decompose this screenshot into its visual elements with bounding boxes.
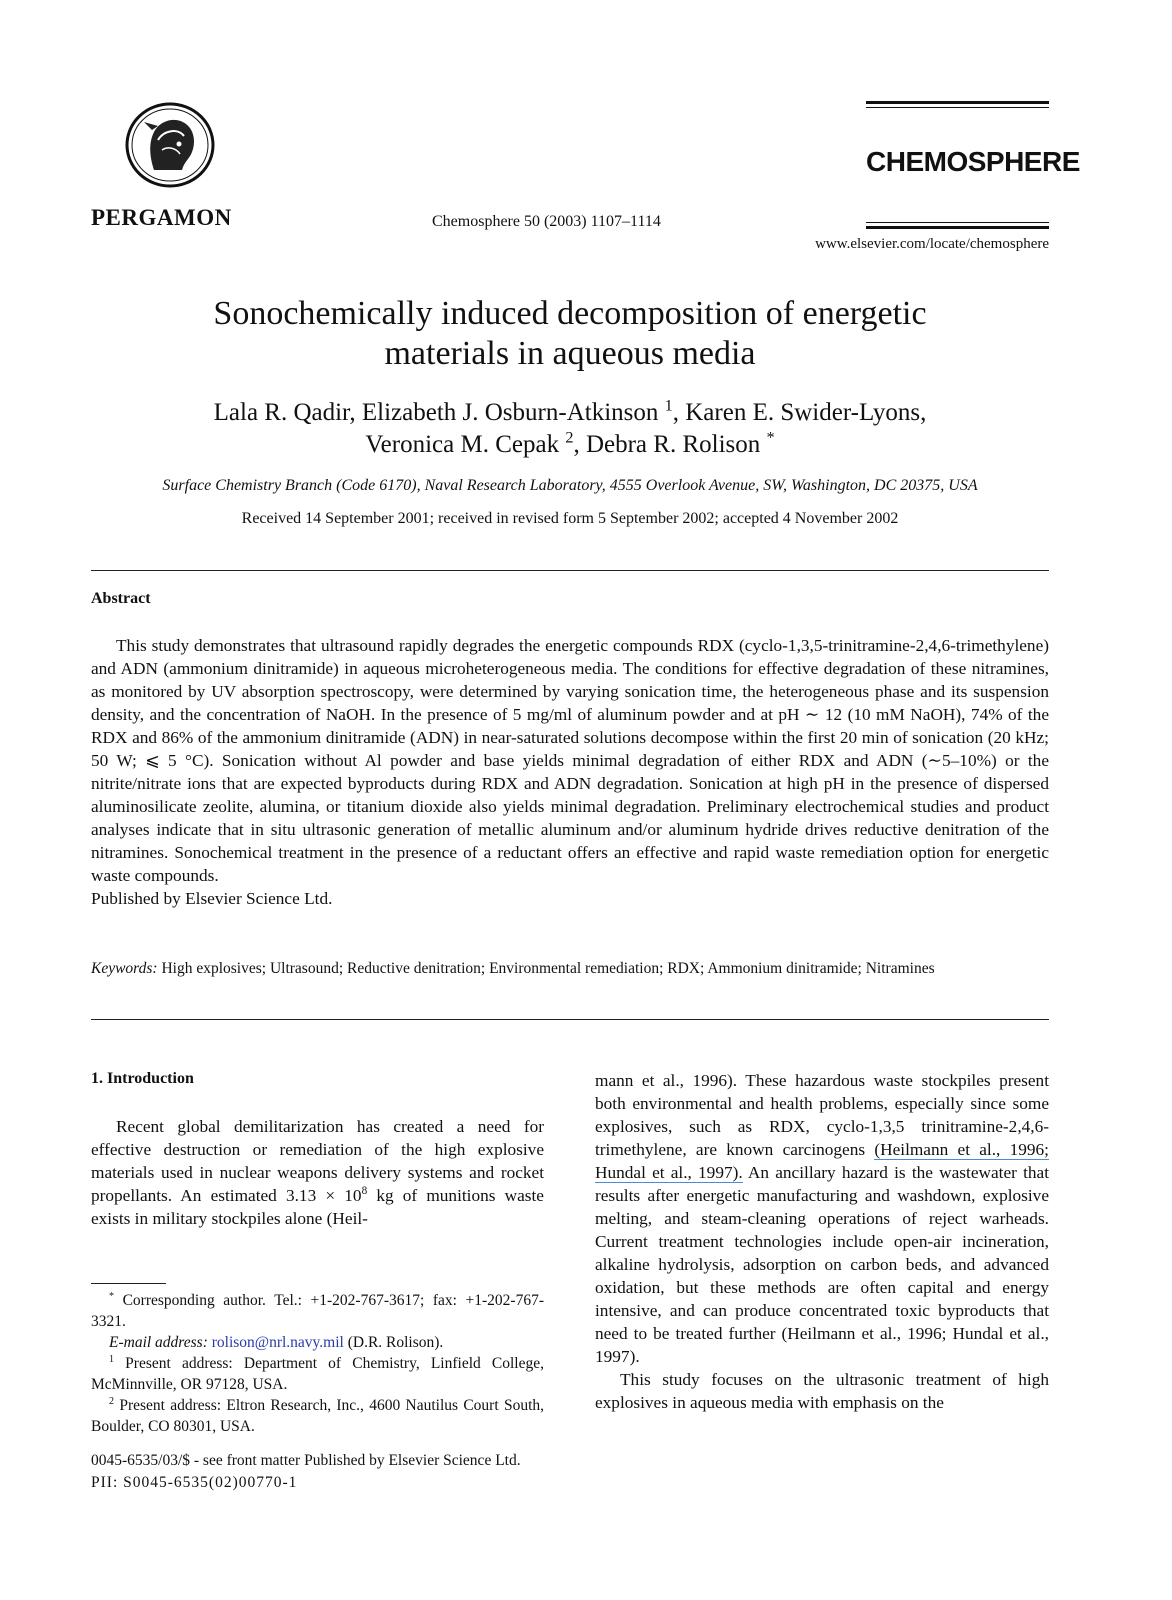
footnote: E-mail address: rolison@nrl.navy.mil (D.R. Rolison).	[109, 1334, 444, 1351]
journal-name: CHEMOSPHERE	[866, 146, 1080, 177]
email-link[interactable]: rolison@nrl.navy.mil	[211, 1334, 344, 1351]
author-names: , Debra R. Rolison	[573, 431, 767, 458]
citation-link[interactable]: (Heilmann et al., 1996; Hundal et al., 1997).	[595, 1140, 1049, 1182]
section-divider	[91, 1019, 1049, 1020]
author-list	[91, 397, 1049, 461]
issn-line: 0045-6535/03/$ - see front matter Published by Elsevier Science Ltd.	[91, 1452, 521, 1469]
column-left	[91, 1115, 544, 1230]
footnote-marker: *	[766, 428, 775, 447]
journal-rule	[866, 226, 1049, 229]
journal-rule	[866, 101, 1049, 104]
keywords	[91, 958, 1049, 979]
pii-line: PII: S0045-6535(02)00770-1	[91, 1474, 298, 1491]
footnote: $^2$ Present address: Eltron Research, Inc., 4600 Nautilus Court South, Boulder, CO 80301, USA.	[91, 1395, 544, 1435]
keywords-label: Keywords:	[91, 960, 158, 977]
journal-citation: Chemosphere 50 (2003) 1107–1114	[432, 213, 661, 230]
received-dates: Received 14 September 2001; received in revised form 5 September 2002; accepted 4 November 2002	[241, 510, 899, 527]
author-names: Lala R. Qadir, Elizabeth J. Osburn-Atkinson	[213, 399, 665, 426]
footnote-marker: 2	[565, 428, 574, 447]
journal-rule	[866, 107, 1049, 108]
title-line: Sonochemically induced decomposition of energetic	[213, 295, 927, 332]
journal-url[interactable]: www.elsevier.com/locate/chemosphere	[815, 236, 1049, 252]
paragraph: mann et al., 1996). These hazardous waste stockpiles present both environmental and health problems, especially since some explosives, such as RDX, cyclo-1,3,5 trinitramine-2,4,6-trimethylene, are known carcinogens (Heilmann et al., 1996; Hundal et al., 1997). An ancillary hazard is the wastewater that results after energetic manufacturing and washdown, explosive melting, and steam-cleaning operations of reject warheads. Current treatment technologies include open-air incineration, alkaline hydrolysis, adsorption on carbon beds, and advanced oxidation, but these methods are often capital and energy intensive, and can produce concentrated toxic byproducts that need to be treated further (Heilmann et al., 1996; Hundal et al., 1997).	[595, 1071, 1049, 1366]
column-right	[595, 1069, 1049, 1414]
footnote-marker: 1	[664, 396, 673, 415]
abstract-text: This study demonstrates that ultrasound rapidly degrades the energetic compounds RDX (cyclo-1,3,5-trinitramine-2,4,6-trimethylene) and ADN (ammonium dinitramide) in aqueous microheterogeneous media. The conditions for effective degradation of these nitramines, as monitored by UV absorption spectroscopy, were determined by varying sonication time, the heterogeneous phase and its suspension density, and the concentration of NaOH. In the presence of 5 mg/ml of aluminum powder and at pH ∼ 12 (10 mM NaOH), 74% of the RDX and 86% of the ammonium dinitramide (ADN) in near-saturated solutions decompose within the first 20 min of sonication (20 kHz; 50 W; ⩽ 5 °C). Sonication without Al powder and base yields minimal degradation of either RDX and ADN (∼5–10%) or the nitrite/nitrate ions that are expected byproducts during RDX and ADN degradation. Sonication at high pH in the presence of dispersed aluminosilicate zeolite, alumina, or titanium dioxide also yields minimal degradation. Preliminary electrochemical studies and product analyses indicate that in situ ultrasonic generation of metallic aluminum and/or aluminum hydride drives reductive denitration of the nitramines. Sonochemical treatment in the presence of a reductant offers an effective and rapid waste remediation option for energetic waste compounds.	[91, 636, 1049, 885]
section-heading: 1. Introduction	[91, 1070, 194, 1087]
affiliation: Surface Chemistry Branch (Code 6170), Naval Research Laboratory, 4555 Overlook Avenue, SW, Washington, DC 20375, USA	[162, 477, 978, 494]
publisher-name: PERGAMON	[91, 205, 232, 230]
journal-rule	[866, 222, 1049, 223]
paragraph: Recent global demilitarization has created a need for effective destruction or remediation of the high explosive materials used in nuclear weapons delivery systems and rocket propellants. An estimated $3.13 \times 10^8$ kg of munitions waste exists in military stockpiles alone (Heil-	[91, 1117, 544, 1228]
author-names: , Karen E. Swider-Lyons,	[672, 399, 927, 426]
paragraph: This study focuses on the ultrasonic treatment of high explosives in aqueous media with emphasis on the	[595, 1370, 1049, 1412]
front-matter	[91, 1450, 611, 1494]
footnote-rule	[91, 1283, 166, 1284]
section-divider	[91, 570, 1049, 571]
keywords-text: High explosives; Ultrasound; Reductive denitration; Environmental remediation; RDX; Ammonium dinitramide; Nitramines	[157, 960, 935, 977]
abstract-published: Published by Elsevier Science Ltd.	[91, 889, 333, 908]
article-title	[91, 294, 1049, 374]
abstract-body	[91, 634, 1049, 910]
author-names: Veronica M. Cepak	[365, 431, 566, 458]
abstract-heading: Abstract	[91, 590, 151, 607]
footnotes	[91, 1290, 544, 1437]
footnote: $^1$ Present address: Department of Chemistry, Linfield College, McMinnville, OR 97128, USA.	[91, 1353, 544, 1393]
title-line: materials in aqueous media	[384, 335, 756, 372]
footnote: * Corresponding author. Tel.: +1-202-767-3617; fax: +1-202-767-3321.	[91, 1290, 544, 1330]
publisher-logo-icon	[124, 100, 216, 190]
